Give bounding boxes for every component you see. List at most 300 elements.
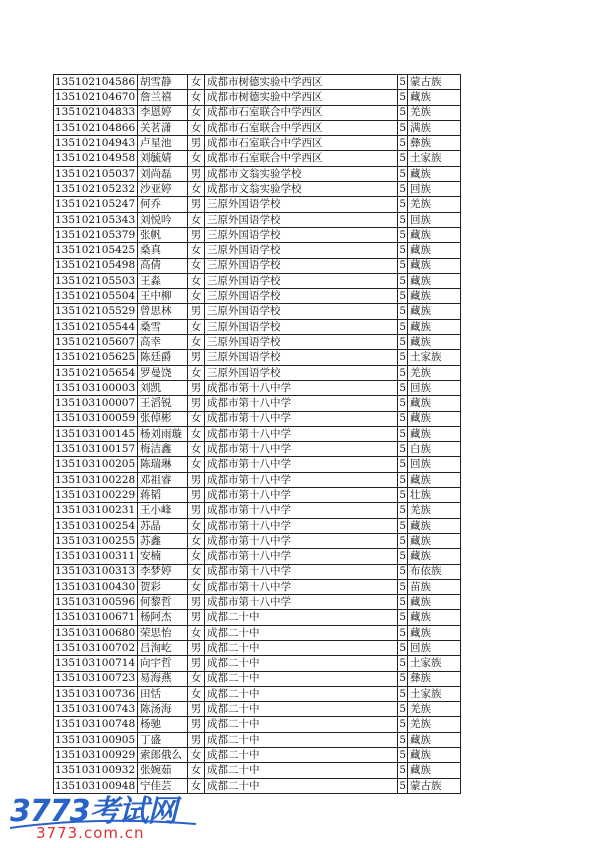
name-cell: 沙亚婷 bbox=[138, 182, 188, 197]
ethnicity-cell: 藏族 bbox=[408, 595, 461, 610]
grade-cell: 5 bbox=[399, 351, 406, 364]
table-row bbox=[54, 258, 461, 273]
gender-cell: 女 bbox=[188, 335, 205, 350]
school-cell: 三原外国语学校 bbox=[205, 289, 398, 304]
gender-cell: 女 bbox=[188, 243, 205, 258]
gender-cell: 女 bbox=[188, 457, 205, 472]
exam-id-cell: 135103100228 bbox=[54, 472, 138, 487]
school-cell: 三原外国语学校 bbox=[205, 350, 398, 365]
grade-cell: 5 bbox=[399, 458, 406, 471]
school-cell: 成都二十中 bbox=[205, 656, 398, 671]
table-row bbox=[54, 365, 461, 380]
name-cell: 何乔 bbox=[138, 197, 188, 212]
gender-cell: 女 bbox=[188, 518, 205, 533]
name-cell: 杨驰 bbox=[138, 717, 188, 732]
table-row bbox=[54, 182, 461, 197]
gender-cell: 男 bbox=[188, 488, 205, 503]
school-cell: 成都市第十八中学 bbox=[205, 579, 398, 594]
ethnicity-cell: 苗族 bbox=[408, 579, 461, 594]
exam-id-cell: 135103100948 bbox=[54, 778, 138, 793]
school-cell: 成都市第十八中学 bbox=[205, 595, 398, 610]
grade-cell: 5 bbox=[399, 412, 406, 425]
ethnicity-cell: 藏族 bbox=[408, 732, 461, 747]
name-cell: 张婉茹 bbox=[138, 763, 188, 778]
school-cell: 成都二十中 bbox=[205, 686, 398, 701]
name-cell: 贺彩 bbox=[138, 579, 188, 594]
gender-cell: 女 bbox=[188, 319, 205, 334]
school-cell: 成都市第十八中学 bbox=[205, 518, 398, 533]
logo-url: 3773.com.cn bbox=[36, 824, 145, 842]
table-row bbox=[54, 579, 461, 594]
table-row bbox=[54, 166, 461, 181]
exam-id-cell: 135102105343 bbox=[54, 212, 138, 227]
ethnicity-cell: 羌族 bbox=[408, 503, 461, 518]
name-cell: 蒋韬 bbox=[138, 488, 188, 503]
ethnicity-cell: 满族 bbox=[408, 120, 461, 135]
table-row bbox=[54, 686, 461, 701]
name-cell: 苏晶 bbox=[138, 518, 188, 533]
table-row bbox=[54, 748, 461, 763]
name-cell: 李恩婷 bbox=[138, 105, 188, 120]
ethnicity-cell: 藏族 bbox=[408, 472, 461, 487]
ethnicity-cell: 蒙古族 bbox=[408, 75, 461, 90]
ethnicity-cell: 羌族 bbox=[408, 365, 461, 380]
grade-cell: 5 bbox=[399, 779, 406, 792]
school-cell: 三原外国语学校 bbox=[205, 304, 398, 319]
name-cell: 刘毓婧 bbox=[138, 151, 188, 166]
grade-cell: 5 bbox=[399, 595, 406, 608]
school-cell: 成都市第十八中学 bbox=[205, 472, 398, 487]
name-cell: 杨刘雨璇 bbox=[138, 426, 188, 441]
name-cell: 何黎哲 bbox=[138, 595, 188, 610]
grade-cell: 5 bbox=[399, 748, 406, 761]
gender-cell: 女 bbox=[188, 549, 205, 564]
grade-cell: 5 bbox=[399, 259, 406, 272]
name-cell: 关茗潇 bbox=[138, 120, 188, 135]
grade-cell: 5 bbox=[399, 137, 406, 150]
ethnicity-cell: 藏族 bbox=[408, 335, 461, 350]
school-cell: 成都二十中 bbox=[205, 717, 398, 732]
exam-id-cell: 135103100702 bbox=[54, 640, 138, 655]
ethnicity-cell: 布依族 bbox=[408, 564, 461, 579]
gender-cell: 女 bbox=[188, 75, 205, 90]
name-cell: 安楠 bbox=[138, 549, 188, 564]
gender-cell: 女 bbox=[188, 763, 205, 778]
ethnicity-cell: 藏族 bbox=[408, 166, 461, 181]
ethnicity-cell: 藏族 bbox=[408, 243, 461, 258]
ethnicity-cell: 藏族 bbox=[408, 549, 461, 564]
exam-id-cell: 135103100932 bbox=[54, 763, 138, 778]
exam-id-cell: 135102104586 bbox=[54, 75, 138, 90]
grade-cell: 5 bbox=[399, 703, 406, 716]
grade-cell: 5 bbox=[399, 488, 406, 501]
gender-cell: 男 bbox=[188, 503, 205, 518]
grade-cell: 5 bbox=[399, 611, 406, 624]
exam-id-cell: 135102105544 bbox=[54, 319, 138, 334]
grade-cell: 5 bbox=[399, 519, 406, 532]
gender-cell: 女 bbox=[188, 105, 205, 120]
school-cell: 成都二十中 bbox=[205, 702, 398, 717]
grade-cell: 5 bbox=[399, 672, 406, 685]
grade-cell: 5 bbox=[399, 106, 406, 119]
name-cell: 陈汤海 bbox=[138, 702, 188, 717]
grade-cell: 5 bbox=[399, 290, 406, 303]
ethnicity-cell: 羌族 bbox=[408, 702, 461, 717]
name-cell: 苏鑫 bbox=[138, 533, 188, 548]
school-cell: 成都市文翁实验学校 bbox=[205, 166, 398, 181]
name-cell: 王淼 bbox=[138, 273, 188, 288]
exam-id-cell: 135102104943 bbox=[54, 136, 138, 151]
name-cell: 陈廷爵 bbox=[138, 350, 188, 365]
exam-id-cell: 135103100596 bbox=[54, 595, 138, 610]
name-cell: 卢星池 bbox=[138, 136, 188, 151]
name-cell: 曾思林 bbox=[138, 304, 188, 319]
table-row bbox=[54, 426, 461, 441]
exam-id-cell: 135102105504 bbox=[54, 289, 138, 304]
gender-cell: 女 bbox=[188, 778, 205, 793]
grade-cell: 5 bbox=[399, 764, 406, 777]
gender-cell: 女 bbox=[188, 564, 205, 579]
table-row bbox=[54, 197, 461, 212]
gender-cell: 男 bbox=[188, 227, 205, 242]
exam-id-cell: 135103100229 bbox=[54, 488, 138, 503]
name-cell: 刘凯 bbox=[138, 380, 188, 395]
exam-id-cell: 135102105037 bbox=[54, 166, 138, 181]
table-row bbox=[54, 442, 461, 457]
ethnicity-cell: 土家族 bbox=[408, 656, 461, 671]
exam-id-cell: 135103100905 bbox=[54, 732, 138, 747]
gender-cell: 女 bbox=[188, 151, 205, 166]
grade-cell: 5 bbox=[399, 75, 406, 88]
table-row bbox=[54, 335, 461, 350]
grade-cell: 5 bbox=[399, 443, 406, 456]
name-cell: 高倩 bbox=[138, 258, 188, 273]
table-row bbox=[54, 549, 461, 564]
table-row bbox=[54, 136, 461, 151]
school-cell: 成都市石室联合中学西区 bbox=[205, 105, 398, 120]
gender-cell: 女 bbox=[188, 365, 205, 380]
gender-cell: 女 bbox=[188, 411, 205, 426]
ethnicity-cell: 白族 bbox=[408, 442, 461, 457]
name-cell: 张倬彬 bbox=[138, 411, 188, 426]
table-row bbox=[54, 472, 461, 487]
name-cell: 罗曼饶 bbox=[138, 365, 188, 380]
exam-id-cell: 135103100680 bbox=[54, 625, 138, 640]
grade-cell: 5 bbox=[399, 641, 406, 654]
ethnicity-cell: 回族 bbox=[408, 457, 461, 472]
grade-cell: 5 bbox=[399, 718, 406, 731]
school-cell: 三原外国语学校 bbox=[205, 365, 398, 380]
ethnicity-cell: 藏族 bbox=[408, 396, 461, 411]
exam-id-cell: 135103100430 bbox=[54, 579, 138, 594]
exam-id-cell: 135103100723 bbox=[54, 671, 138, 686]
gender-cell: 女 bbox=[188, 273, 205, 288]
school-cell: 成都二十中 bbox=[205, 778, 398, 793]
gender-cell: 女 bbox=[188, 748, 205, 763]
ethnicity-cell: 羌族 bbox=[408, 105, 461, 120]
grade-cell: 5 bbox=[399, 687, 406, 700]
grade-cell: 5 bbox=[399, 335, 406, 348]
gender-cell: 男 bbox=[188, 380, 205, 395]
school-cell: 成都市树德实验中学西区 bbox=[205, 75, 398, 90]
table-row bbox=[54, 350, 461, 365]
table-row bbox=[54, 640, 461, 655]
school-cell: 成都市第十八中学 bbox=[205, 411, 398, 426]
name-cell: 索郎俄么 bbox=[138, 748, 188, 763]
gender-cell: 女 bbox=[188, 686, 205, 701]
grade-cell: 5 bbox=[399, 274, 406, 287]
school-cell: 成都二十中 bbox=[205, 625, 398, 640]
gender-cell: 男 bbox=[188, 640, 205, 655]
exam-id-cell: 135102105529 bbox=[54, 304, 138, 319]
grade-cell: 5 bbox=[399, 228, 406, 241]
grade-cell: 5 bbox=[399, 427, 406, 440]
school-cell: 三原外国语学校 bbox=[205, 319, 398, 334]
name-cell: 王滔锐 bbox=[138, 396, 188, 411]
exam-id-cell: 135102104958 bbox=[54, 151, 138, 166]
table-row bbox=[54, 105, 461, 120]
gender-cell: 女 bbox=[188, 182, 205, 197]
ethnicity-cell: 回族 bbox=[408, 380, 461, 395]
school-cell: 成都市第十八中学 bbox=[205, 426, 398, 441]
gender-cell: 女 bbox=[188, 258, 205, 273]
name-cell: 詹兰禧 bbox=[138, 90, 188, 105]
ethnicity-cell: 藏族 bbox=[408, 763, 461, 778]
table-row bbox=[54, 380, 461, 395]
name-cell: 胡雪静 bbox=[138, 75, 188, 90]
grade-cell: 5 bbox=[399, 182, 406, 195]
grade-cell: 5 bbox=[399, 504, 406, 517]
table-row bbox=[54, 396, 461, 411]
table-row bbox=[54, 304, 461, 319]
exam-id-cell: 135102105503 bbox=[54, 273, 138, 288]
gender-cell: 男 bbox=[188, 197, 205, 212]
table-row bbox=[54, 625, 461, 640]
gender-cell: 女 bbox=[188, 426, 205, 441]
gender-cell: 男 bbox=[188, 350, 205, 365]
exam-id-cell: 135102105247 bbox=[54, 197, 138, 212]
table-row bbox=[54, 120, 461, 135]
gender-cell: 男 bbox=[188, 396, 205, 411]
gender-cell: 男 bbox=[188, 472, 205, 487]
school-cell: 成都二十中 bbox=[205, 610, 398, 625]
name-cell: 宁佳芸 bbox=[138, 778, 188, 793]
grade-cell: 5 bbox=[399, 366, 406, 379]
site-watermark-logo bbox=[8, 786, 218, 844]
ethnicity-cell: 土家族 bbox=[408, 350, 461, 365]
grade-cell: 5 bbox=[399, 550, 406, 563]
ethnicity-cell: 藏族 bbox=[408, 319, 461, 334]
gender-cell: 男 bbox=[188, 166, 205, 181]
gender-cell: 女 bbox=[188, 533, 205, 548]
gender-cell: 女 bbox=[188, 671, 205, 686]
name-cell: 吕洵屹 bbox=[138, 640, 188, 655]
school-cell: 成都市石室联合中学西区 bbox=[205, 151, 398, 166]
school-cell: 成都市树德实验中学西区 bbox=[205, 90, 398, 105]
ethnicity-cell: 彝族 bbox=[408, 136, 461, 151]
school-cell: 成都市第十八中学 bbox=[205, 380, 398, 395]
ethnicity-cell: 藏族 bbox=[408, 273, 461, 288]
ethnicity-cell: 藏族 bbox=[408, 748, 461, 763]
exam-id-cell: 135103100714 bbox=[54, 656, 138, 671]
table-row bbox=[54, 151, 461, 166]
name-cell: 田恬 bbox=[138, 686, 188, 701]
name-cell: 荣思怡 bbox=[138, 625, 188, 640]
table-row bbox=[54, 732, 461, 747]
school-cell: 成都二十中 bbox=[205, 640, 398, 655]
ethnicity-cell: 羌族 bbox=[408, 197, 461, 212]
table-row bbox=[54, 671, 461, 686]
name-cell: 张帆 bbox=[138, 227, 188, 242]
name-cell: 丁盛 bbox=[138, 732, 188, 747]
name-cell: 邓祖睿 bbox=[138, 472, 188, 487]
name-cell: 王中柳 bbox=[138, 289, 188, 304]
table-row bbox=[54, 75, 461, 90]
name-cell: 陈瑞琳 bbox=[138, 457, 188, 472]
grade-cell: 5 bbox=[399, 657, 406, 670]
table-row bbox=[54, 243, 461, 258]
ethnicity-cell: 藏族 bbox=[408, 304, 461, 319]
table-row bbox=[54, 702, 461, 717]
gender-cell: 男 bbox=[188, 717, 205, 732]
school-cell: 三原外国语学校 bbox=[205, 273, 398, 288]
table-row bbox=[54, 488, 461, 503]
ethnicity-cell: 回族 bbox=[408, 640, 461, 655]
ethnicity-cell: 藏族 bbox=[408, 90, 461, 105]
table-row bbox=[54, 763, 461, 778]
table-row bbox=[54, 717, 461, 732]
exam-id-cell: 135102104833 bbox=[54, 105, 138, 120]
gender-cell: 男 bbox=[188, 656, 205, 671]
exam-id-cell: 135102105232 bbox=[54, 182, 138, 197]
gender-cell: 男 bbox=[188, 136, 205, 151]
gender-cell: 男 bbox=[188, 304, 205, 319]
school-cell: 三原外国语学校 bbox=[205, 197, 398, 212]
table-row bbox=[54, 227, 461, 242]
table-row bbox=[54, 411, 461, 426]
ethnicity-cell: 藏族 bbox=[408, 258, 461, 273]
table-row bbox=[54, 610, 461, 625]
exam-id-cell: 135102105498 bbox=[54, 258, 138, 273]
grade-cell: 5 bbox=[399, 626, 406, 639]
school-cell: 三原外国语学校 bbox=[205, 335, 398, 350]
gender-cell: 女 bbox=[188, 289, 205, 304]
table-row bbox=[54, 273, 461, 288]
table-row bbox=[54, 503, 461, 518]
table-body bbox=[54, 75, 461, 794]
grade-cell: 5 bbox=[399, 733, 406, 746]
gender-cell: 女 bbox=[188, 90, 205, 105]
exam-id-cell: 135103100003 bbox=[54, 380, 138, 395]
grade-cell: 5 bbox=[399, 198, 406, 211]
school-cell: 三原外国语学校 bbox=[205, 227, 398, 242]
exam-id-cell: 135102104670 bbox=[54, 90, 138, 105]
name-cell: 刘悦吟 bbox=[138, 212, 188, 227]
school-cell: 成都市第十八中学 bbox=[205, 549, 398, 564]
table-row bbox=[54, 595, 461, 610]
grade-cell: 5 bbox=[399, 305, 406, 318]
exam-id-cell: 135103100743 bbox=[54, 702, 138, 717]
gender-cell: 男 bbox=[188, 732, 205, 747]
grade-cell: 5 bbox=[399, 565, 406, 578]
gender-cell: 男 bbox=[188, 610, 205, 625]
gender-cell: 女 bbox=[188, 579, 205, 594]
name-cell: 杨阿杰 bbox=[138, 610, 188, 625]
name-cell: 桑真 bbox=[138, 243, 188, 258]
name-cell: 向宇哲 bbox=[138, 656, 188, 671]
exam-id-cell: 135103100255 bbox=[54, 533, 138, 548]
ethnicity-cell: 藏族 bbox=[408, 610, 461, 625]
exam-id-cell: 135103100157 bbox=[54, 442, 138, 457]
grade-cell: 5 bbox=[399, 473, 406, 486]
exam-id-cell: 135103100929 bbox=[54, 748, 138, 763]
name-cell: 高幸 bbox=[138, 335, 188, 350]
school-cell: 成都市第十八中学 bbox=[205, 533, 398, 548]
exam-id-cell: 135103100007 bbox=[54, 396, 138, 411]
table-row bbox=[54, 518, 461, 533]
logo-text: 3773考试网 bbox=[10, 794, 177, 829]
exam-id-cell: 135102105607 bbox=[54, 335, 138, 350]
ethnicity-cell: 藏族 bbox=[408, 625, 461, 640]
name-cell: 桑雪 bbox=[138, 319, 188, 334]
exam-id-cell: 135103100059 bbox=[54, 411, 138, 426]
school-cell: 成都市第十八中学 bbox=[205, 564, 398, 579]
student-table bbox=[53, 74, 461, 794]
grade-cell: 5 bbox=[399, 381, 406, 394]
school-cell: 成都市第十八中学 bbox=[205, 503, 398, 518]
school-cell: 成都市第十八中学 bbox=[205, 396, 398, 411]
school-cell: 成都二十中 bbox=[205, 732, 398, 747]
exam-id-cell: 135102105379 bbox=[54, 227, 138, 242]
grade-cell: 5 bbox=[399, 213, 406, 226]
ethnicity-cell: 藏族 bbox=[408, 227, 461, 242]
table-row bbox=[54, 319, 461, 334]
school-cell: 成都市第十八中学 bbox=[205, 442, 398, 457]
gender-cell: 男 bbox=[188, 595, 205, 610]
gender-cell: 女 bbox=[188, 120, 205, 135]
school-cell: 成都二十中 bbox=[205, 671, 398, 686]
exam-id-cell: 135103100205 bbox=[54, 457, 138, 472]
name-cell: 刘尚磊 bbox=[138, 166, 188, 181]
grade-cell: 5 bbox=[399, 397, 406, 410]
ethnicity-cell: 回族 bbox=[408, 182, 461, 197]
name-cell: 王小峰 bbox=[138, 503, 188, 518]
table-row bbox=[54, 533, 461, 548]
table-row bbox=[54, 289, 461, 304]
ethnicity-cell: 彝族 bbox=[408, 671, 461, 686]
school-cell: 三原外国语学校 bbox=[205, 243, 398, 258]
name-cell: 易海燕 bbox=[138, 671, 188, 686]
ethnicity-cell: 藏族 bbox=[408, 533, 461, 548]
ethnicity-cell: 壮族 bbox=[408, 488, 461, 503]
grade-cell: 5 bbox=[399, 121, 406, 134]
ethnicity-cell: 回族 bbox=[408, 212, 461, 227]
exam-id-cell: 135103100311 bbox=[54, 549, 138, 564]
exam-id-cell: 135103100231 bbox=[54, 503, 138, 518]
grade-cell: 5 bbox=[399, 152, 406, 165]
gender-cell: 女 bbox=[188, 625, 205, 640]
table-row bbox=[54, 656, 461, 671]
ethnicity-cell: 藏族 bbox=[408, 289, 461, 304]
exam-id-cell: 135103100748 bbox=[54, 717, 138, 732]
school-cell: 三原外国语学校 bbox=[205, 258, 398, 273]
grade-cell: 5 bbox=[399, 167, 406, 180]
exam-id-cell: 135102105654 bbox=[54, 365, 138, 380]
exam-id-cell: 135103100671 bbox=[54, 610, 138, 625]
exam-id-cell: 135103100313 bbox=[54, 564, 138, 579]
gender-cell: 女 bbox=[188, 212, 205, 227]
table-row bbox=[54, 90, 461, 105]
